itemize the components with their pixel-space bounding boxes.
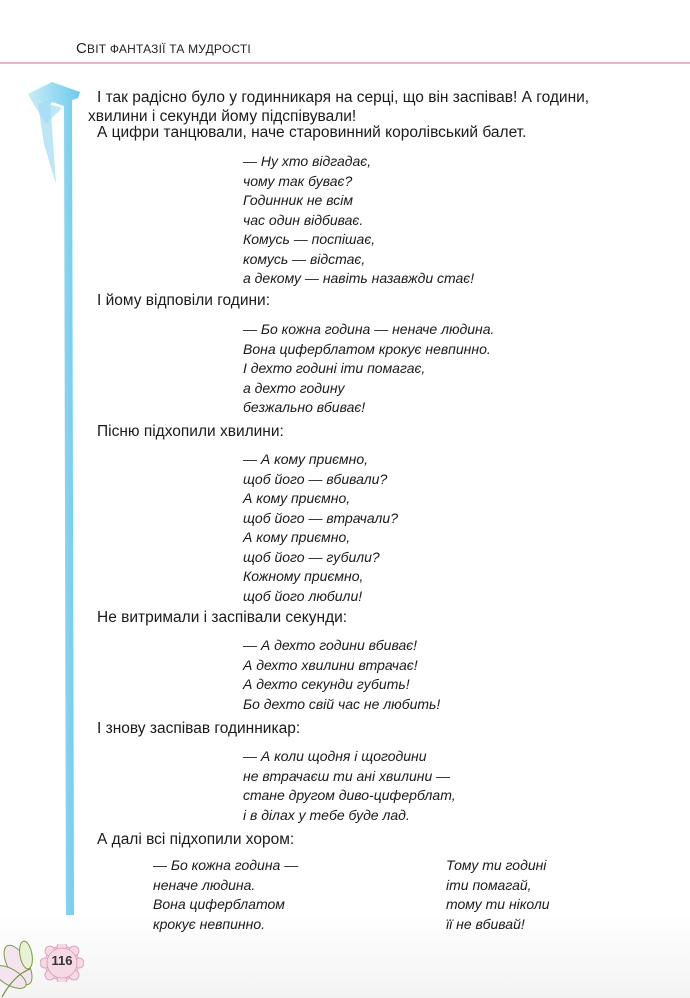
paragraph-2: А цифри танцювали, наче старовинний королівський балет. bbox=[97, 124, 527, 141]
verse-line: — Бо кожна година — неначе людина. bbox=[243, 321, 495, 337]
verse-line: Бо дехто свій час не любить! bbox=[243, 695, 441, 712]
verse-line: неначе людина. bbox=[153, 876, 256, 893]
paragraph-7: А далі всі підхопили хором: bbox=[97, 831, 295, 848]
verse-line: І дехто годині іти помагає, bbox=[243, 360, 426, 376]
verse-6-right bbox=[446, 856, 550, 934]
page-number: 116 bbox=[51, 953, 73, 968]
header-title: ВІТ ФАНТАЗІЇ ТА МУДРОСТІ bbox=[87, 42, 251, 56]
verse-line: тому ти ніколи bbox=[446, 896, 550, 912]
verse-line: не втрачаєш ти ані хвилини — bbox=[243, 767, 451, 784]
bottom-strip bbox=[0, 915, 690, 998]
verse-line: — А коли щодня і щогодини bbox=[243, 748, 427, 764]
verse-line: А кому приємно, bbox=[243, 529, 351, 545]
paragraph-1-line-1: І так радісно було у годинникаря на серці, що він заспівав! А години, bbox=[97, 89, 590, 106]
verse-line: — А кому приємно, bbox=[243, 451, 369, 467]
verse-line: а декому — навіть назавжди стає! bbox=[243, 270, 475, 286]
verse-line: А кому приємно, bbox=[243, 490, 351, 506]
verse-line: щоб його — губили? bbox=[243, 548, 380, 565]
verse-line: — А дехто години вбиває! bbox=[243, 637, 418, 653]
verse-2 bbox=[243, 320, 494, 418]
verse-line: щоб його — втрачали? bbox=[243, 509, 398, 526]
verse-line: Комусь — поспішає, bbox=[243, 231, 376, 247]
margin-ribbon-decoration bbox=[0, 64, 90, 944]
verse-line: щоб його — вбивали? bbox=[243, 470, 388, 487]
paragraph-1 bbox=[88, 88, 657, 127]
header-initial: С bbox=[76, 40, 88, 57]
verse-line: Годинник не всім bbox=[243, 192, 353, 208]
paragraph-3: І йому відповіли години: bbox=[97, 292, 271, 309]
verse-line: і в ділах у тебе буде лад. bbox=[243, 806, 410, 823]
verse-line: — Ну хто відгадає, bbox=[243, 153, 372, 169]
verse-5 bbox=[243, 747, 456, 825]
paragraph-6: І знову заспівав годинникар: bbox=[97, 720, 301, 737]
header-rule bbox=[0, 62, 690, 64]
verse-line: Кожному приємно, bbox=[243, 568, 364, 584]
paragraph-1-line-2: хвилини і секунди йому підспівували! bbox=[88, 108, 357, 126]
verse-line: час один відбиває. bbox=[243, 211, 364, 228]
paragraph-4: Пісню підхопили хвилини: bbox=[97, 423, 284, 440]
paragraph-5: Не витримали і заспівали секунди: bbox=[97, 609, 348, 626]
verse-line: іти помагай, bbox=[446, 876, 532, 893]
verse-line: чому так буває? bbox=[243, 172, 353, 189]
verse-line: а дехто годину bbox=[243, 379, 345, 396]
verse-line: Вона циферблатом крокує невпинно. bbox=[243, 340, 491, 357]
verse-1 bbox=[243, 152, 474, 289]
verse-line: Вона циферблатом bbox=[153, 896, 285, 912]
verse-line: щоб його любили! bbox=[243, 587, 363, 604]
verse-3 bbox=[243, 450, 398, 606]
verse-6-left bbox=[153, 856, 298, 934]
running-header bbox=[76, 40, 251, 57]
verse-line: — Бо кожна година — bbox=[153, 857, 299, 873]
verse-line: Тому ти годині bbox=[446, 857, 547, 873]
verse-line: А дехто секунди губить! bbox=[243, 676, 410, 692]
verse-line: її не вбивай! bbox=[446, 915, 525, 932]
verse-line: крокує невпинно. bbox=[153, 915, 265, 932]
verse-line: А дехто хвилини втрачає! bbox=[243, 656, 418, 673]
verse-line: безжально вбиває! bbox=[243, 399, 366, 415]
verse-line: комусь — відстає, bbox=[243, 250, 366, 267]
verse-4 bbox=[243, 636, 440, 714]
verse-line: стане другом диво-циферблат, bbox=[243, 787, 456, 803]
